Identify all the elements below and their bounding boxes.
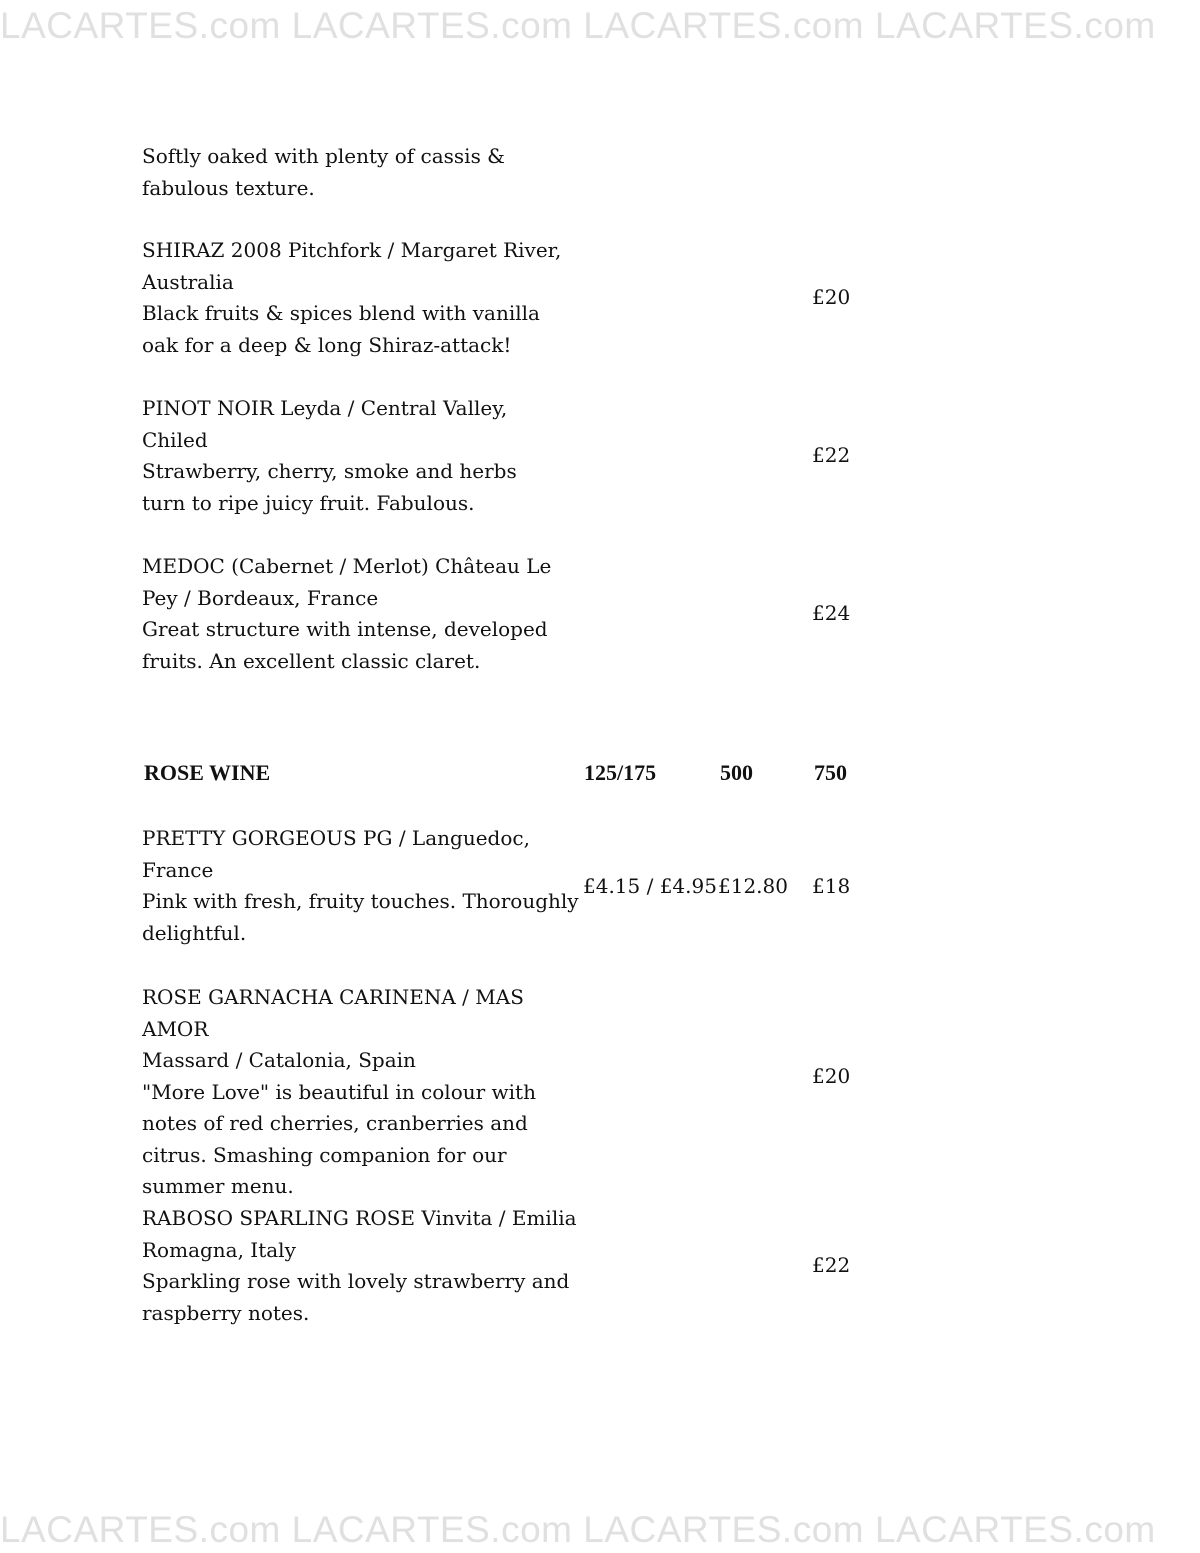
watermark-top: LACARTES.com LACARTES.com LACARTES.com LACARTES.com: [0, 5, 1156, 46]
column-header-750: 750: [814, 760, 847, 785]
wine-item-medoc: MEDOC (Cabernet / Merlot) Château Le Pey / Bordeaux, France Great structure with intense, developed fruits. An excellent classic claret.: [142, 554, 552, 673]
column-header-glass: 125/175: [584, 760, 657, 785]
watermark-bottom: LACARTES.com LACARTES.com LACARTES.com LACARTES.com: [0, 1509, 1156, 1550]
price-750-medoc: £24: [812, 601, 851, 625]
wine-item-rose-garnacha: ROSE GARNACHA CARINENA / MAS AMOR Massard / Catalonia, Spain "More Love" is beautiful in colour with notes of red cherries, cranberries and citrus. Smashing companion for our summer menu.: [142, 985, 536, 1198]
price-glass-pretty-gorgeous: £4.15 / £4.95: [583, 874, 717, 898]
column-header-500: 500: [720, 760, 753, 785]
price-500-pretty-gorgeous: £12.80: [718, 874, 788, 898]
wine-item-raboso: RABOSO SPARLING ROSE Vinvita / Emilia Romagna, Italy Sparkling rose with lovely strawberry and raspberry notes.: [142, 1206, 577, 1325]
price-750-rose-garnacha: £20: [812, 1064, 851, 1088]
intro-description: Softly oaked with plenty of cassis & fabulous texture.: [142, 144, 505, 200]
price-750-shiraz: £20: [812, 285, 851, 309]
price-750-pinot-noir: £22: [812, 443, 851, 467]
wine-item-shiraz: SHIRAZ 2008 Pitchfork / Margaret River, Australia Black fruits & spices blend with vanilla oak for a deep & long Shiraz-attack!: [142, 238, 562, 357]
wine-item-pinot-noir: PINOT NOIR Leyda / Central Valley, Chiled Strawberry, cherry, smoke and herbs turn to ripe juicy fruit. Fabulous.: [142, 396, 517, 515]
price-750-pretty-gorgeous: £18: [812, 874, 851, 898]
wine-item-pretty-gorgeous: PRETTY GORGEOUS PG / Languedoc, France Pink with fresh, fruity touches. Thoroughly delightful.: [142, 826, 579, 945]
section-title-rose-wine: ROSE WINE: [144, 760, 271, 785]
price-750-raboso: £22: [812, 1253, 851, 1277]
